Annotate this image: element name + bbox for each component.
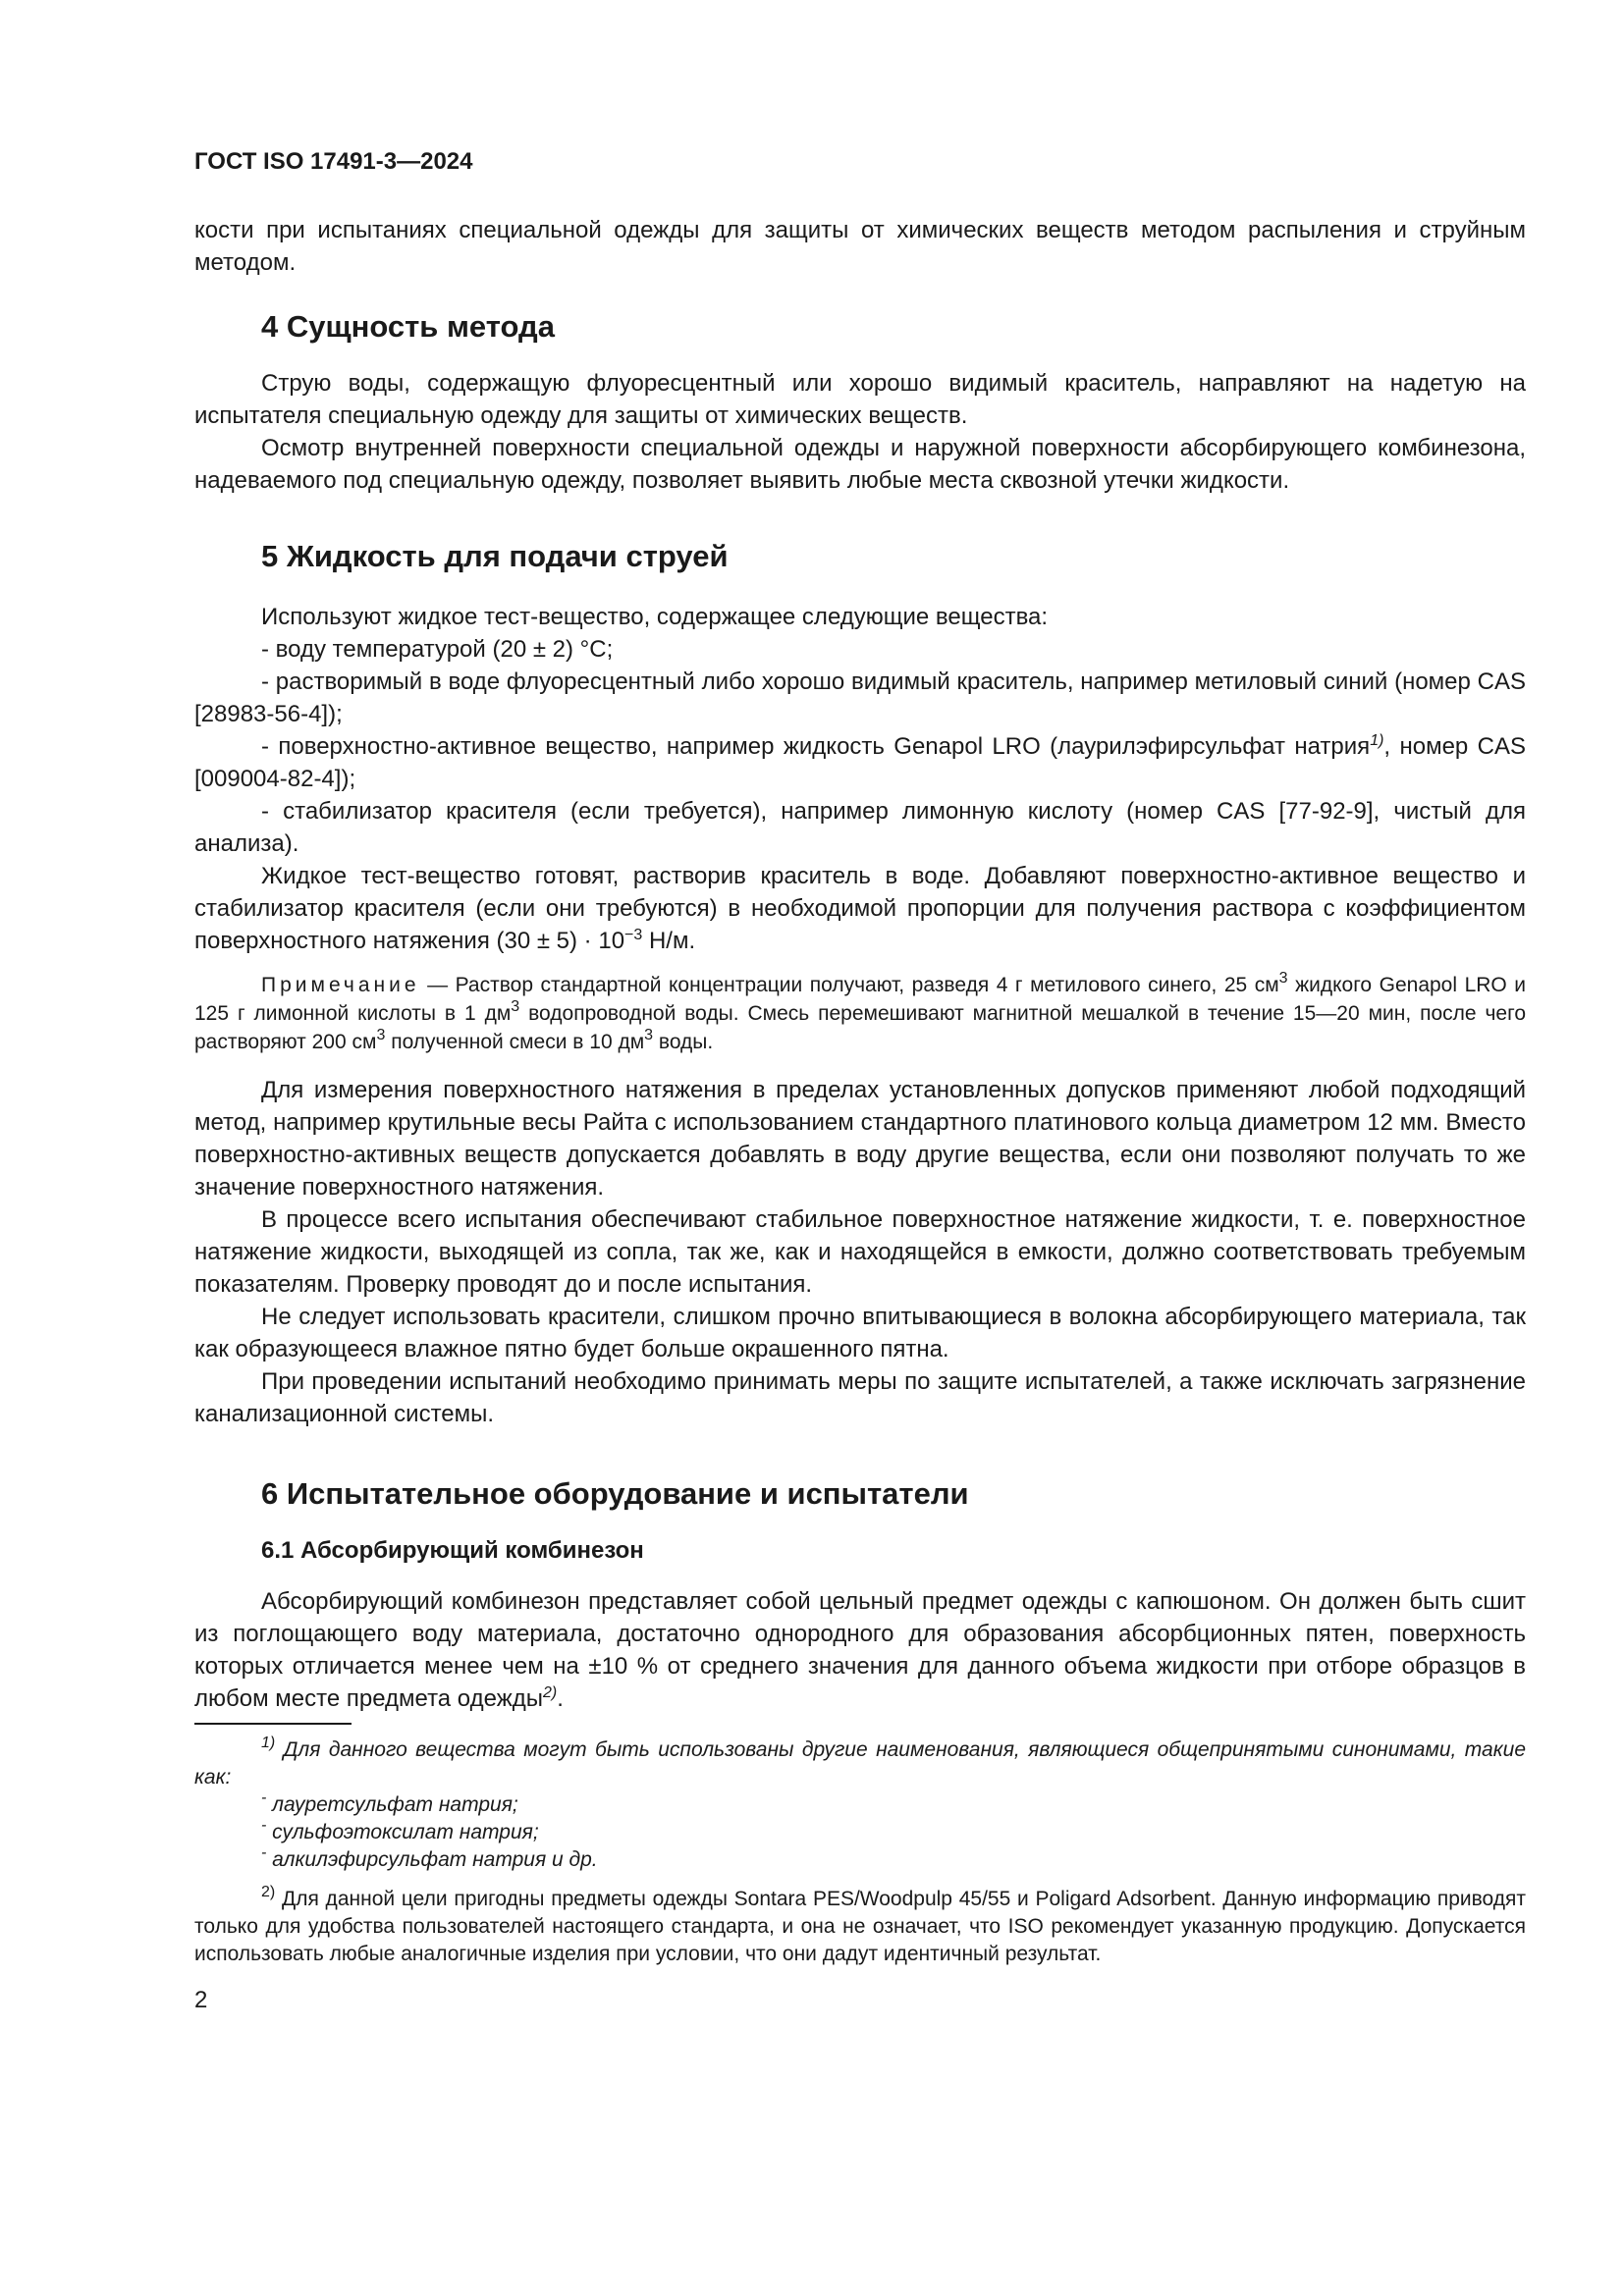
footnote-1-list xyxy=(194,1791,1526,1874)
footnote-2 xyxy=(194,1886,1526,1968)
intro-paragraph: кости при испытаниях специальной одежды для защиты от химических веществ методом распыления и струйным методом. xyxy=(194,217,1526,276)
footnote-text: Для данной цели пригодны предметы одежды Sontara PES/Woodpulp 45/55 и Poligard Adsorbent. Данную информацию приводят только для удобства пользователей настоящего стандарта, и она не означает, что ISO рекомендует указанную продукцию. Допускается использовать любые аналогичные изделия при условии, что они дадут идентичный результат. xyxy=(194,1888,1526,1965)
section-5-list-item xyxy=(194,730,1526,795)
footnote-list-item: - лауретсульфат натрия; xyxy=(261,1789,518,1816)
section-5-paragraph-5: Не следует использовать красители, слишком прочно впитывающиеся в волокна абсорбирующего материала, так как образующееся влажное пятно будет больше окрашенного пятна. xyxy=(194,1304,1526,1362)
section-5-paragraph-1: Используют жидкое тест-вещество, содержащее следующие вещества: xyxy=(261,604,1049,630)
paragraph-text: Жидкое тест-вещество готовят, растворив краситель в воде. Добавляют поверхностно-активное вещество и стабилизатор красителя (если они требуются) в необходимой пропорции для получения раствора с коэффициентом поверхностного натяжения (30 ± 5) · 10 xyxy=(194,863,1526,954)
note-text: водопроводной воды. Смесь перемешивают магнитной мешалкой в течение 15—20 мин, после чего растворяют 200 см xyxy=(194,1002,1526,1053)
section-5-list-item: - растворимый в воде флуоресцентный либо хорошо видимый краситель, например метиловый синий (номер CAS [28983-56-4]); xyxy=(194,668,1526,727)
section-5-title: 5 Жидкость для подачи струей xyxy=(261,539,729,573)
document-page xyxy=(194,147,1526,2015)
section-5-list-item: - стабилизатор красителя (если требуется), например лимонную кислоту (номер CAS [77-92-9], чистый для анализа). xyxy=(194,798,1526,857)
paragraph-text: Абсорбирующий комбинезон представляет собой цельный предмет одежды с капюшоном. Он должен быть сшит из поглощающего воду материала, достаточно однородного для образования абсорбционных пятен, поверхность которых отличается менее чем на ±10 % от среднего значения для данного объема жидкости при отборе образцов в любом месте предмета одежды xyxy=(194,1588,1526,1712)
section-6-title: 6 Испытательное оборудование и испытатели xyxy=(261,1476,969,1511)
footnote-text: Для данного вещества могут быть использованы другие наименования, являющиеся общепринятыми синонимами, такие как: xyxy=(194,1738,1526,1789)
section-5-paragraph-6: При проведении испытаний необходимо принимать меры по защите испытателей, а также исключать загрязнение канализационной системы. xyxy=(194,1368,1526,1427)
footnote-ref-2: 2) xyxy=(543,1684,558,1701)
note-text: полученной смеси в 10 дм xyxy=(385,1031,645,1053)
superscript: 3 xyxy=(644,1027,654,1043)
superscript: 3 xyxy=(376,1027,386,1043)
footnote-list-item: - алкилэфирсульфат натрия и др. xyxy=(261,1844,598,1871)
paragraph-text: . xyxy=(557,1685,564,1712)
section-5-paragraph-3: Для измерения поверхностного натяжения в пределах установленных допусков применяют любой подходящий метод, например крутильные весы Райта с использованием стандартного платинового кольца диаметром 12 мм. Вместо поверхностно-активных веществ допускается добавлять в воду другие вещества, если они позволяют получать то же значение поверхностного натяжения. xyxy=(194,1077,1526,1201)
section-4-paragraph-1: Струю воды, содержащую флуоресцентный или хорошо видимый краситель, направляют на надетую на испытателя специальную одежду для защиты от химических веществ. xyxy=(194,370,1526,429)
section-6-1-paragraph xyxy=(194,1585,1526,1715)
section-4-title: 4 Сущность метода xyxy=(261,309,555,344)
list-text: , номер CAS [009004-82-4]); xyxy=(194,733,1526,792)
section-4-paragraph-2: Осмотр внутренней поверхности специальной одежды и наружной поверхности абсорбирующего комбинезона, надеваемого под специальную одежду, позволяет выявить любые места сквозной утечки жидкости. xyxy=(194,435,1526,494)
section-5-list-item: - воду температурой (20 ± 2) °С; xyxy=(261,636,614,663)
superscript: 3 xyxy=(511,998,520,1015)
list-text: - поверхностно-активное вещество, например жидкость Genapol LRO (лаурилэфирсульфат натрия xyxy=(261,733,1371,760)
paragraph-text: Н/м. xyxy=(642,928,696,954)
footnote-mark: 1) xyxy=(261,1735,276,1751)
note-text: — Раствор стандартной концентрации получают, разведя 4 г метилового синего, 25 см xyxy=(419,974,1279,996)
document-header: ГОСТ ISO 17491-3—2024 xyxy=(194,148,473,175)
footnote-mark: 2) xyxy=(261,1884,276,1900)
page-number: 2 xyxy=(194,1987,208,2013)
superscript: −3 xyxy=(624,927,643,943)
subsection-6-1-title: 6.1 Абсорбирующий комбинезон xyxy=(261,1537,644,1564)
footnote-1 xyxy=(194,1736,1526,1791)
note-label: Примечание xyxy=(261,974,420,996)
section-5-paragraph-2 xyxy=(194,860,1526,957)
note-block xyxy=(194,971,1526,1056)
section-5-paragraph-4: В процессе всего испытания обеспечивают стабильное поверхностное натяжение жидкости, т. е. поверхностное натяжение жидкости, выходящей из сопла, так же, как и находящейся в емкости, должно соответствовать требуемым показателям. Проверку проводят до и после испытания. xyxy=(194,1206,1526,1298)
note-text: воды. xyxy=(653,1031,714,1053)
superscript: 3 xyxy=(1278,970,1288,987)
footnote-ref-1: 1) xyxy=(1370,732,1384,749)
footnote-divider xyxy=(194,1723,352,1725)
footnote-list-item: - сульфоэтоксилат натрия; xyxy=(261,1817,539,1843)
note-text: жидкого Genapol LRO и 125 г лимонной кислоты в 1 дм xyxy=(194,974,1527,1025)
